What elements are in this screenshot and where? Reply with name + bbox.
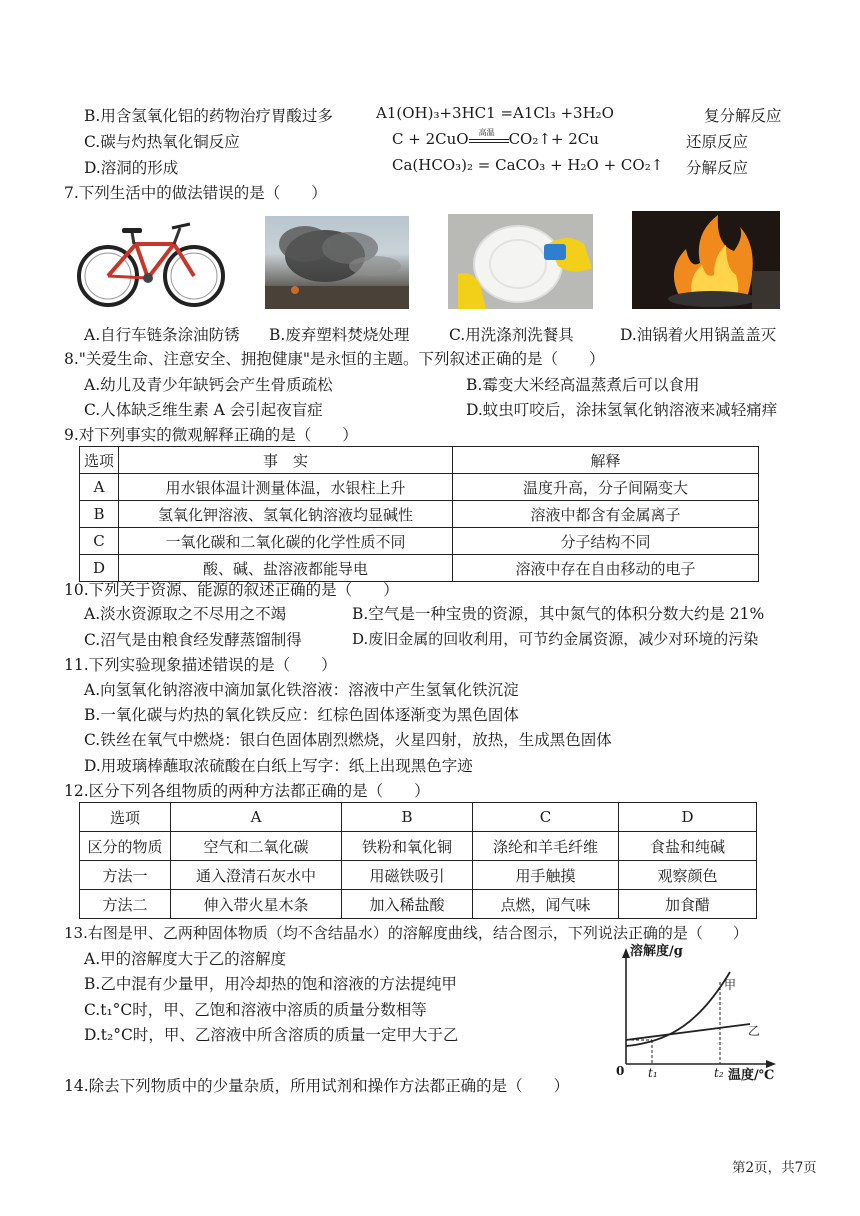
table-cell: 温度升高，分子间隔变大 <box>453 474 759 501</box>
table-cell: 区分的物质 <box>80 832 171 861</box>
table-cell: 观察颜色 <box>619 861 757 890</box>
graph-curve-label-yi: 乙 <box>748 1024 761 1038</box>
table-cell: 溶液中存在自由移动的电子 <box>453 555 759 582</box>
q10-stem: 10.下列关于资源、能源的叙述正确的是（ ） <box>64 581 399 599</box>
q6-option-c-equation <box>392 130 599 148</box>
table-cell: 方法一 <box>80 861 171 890</box>
table-cell: D <box>80 555 119 582</box>
q6-c-eq-left: C + 2CuO <box>392 130 469 148</box>
q8-stem: 8."关爱生命、注意安全、拥抱健康"是永恒的主题。下列叙述正确的是（ ） <box>64 350 605 368</box>
table-cell: 一氧化碳和二氧化碳的化学性质不同 <box>119 528 453 555</box>
q10-option-c: C.沼气是由粮食经发酵蒸馏制得 <box>84 631 302 649</box>
table-cell: 分子结构不同 <box>453 528 759 555</box>
q6-option-b: B.用含氢氧化铝的药物治疗胃酸过多 <box>84 107 333 125</box>
bicycle-image <box>76 214 226 310</box>
table-cell: 溶液中都含有金属离子 <box>453 501 759 528</box>
table-row <box>80 890 757 919</box>
q6-option-b-equation: A1(OH)₃+3HC1 =A1Cl₃ +3H₂O <box>376 104 614 122</box>
q13-option-d: D.t₂°C时，甲、乙溶液中所含溶质的质量一定甲大于乙 <box>84 1026 459 1044</box>
table-header-cell: 解释 <box>453 447 759 474</box>
q11-option-d: D.用玻璃棒蘸取浓硫酸在白纸上写字：纸上出现黑色字迹 <box>84 757 473 775</box>
table-cell: 食盐和纯碱 <box>619 832 757 861</box>
table-header-cell: D <box>619 803 757 832</box>
q6-option-c: C.碳与灼热氧化铜反应 <box>84 133 240 151</box>
q6-option-d-equation: Ca(HCO₃)₂ = CaCO₃ + H₂O + CO₂↑ <box>392 156 664 174</box>
q13-stem: 13.右图是甲、乙两种固体物质（均不含结晶水）的溶解度曲线，结合图示，下列说法正确的是（ ） <box>64 924 748 942</box>
q11-option-c: C.铁丝在氧气中燃烧：银白色固体剧烈燃烧，火星四射，放热，生成黑色固体 <box>84 731 612 749</box>
q13-option-c: C.t₁°C时，甲、乙饱和溶液中溶质的质量分数相等 <box>84 1001 427 1019</box>
table-header-cell: B <box>342 803 473 832</box>
table-cell: 点燃，闻气味 <box>473 890 619 919</box>
graph-x-axis-label: 温度/℃ <box>728 1068 775 1083</box>
table-cell: 加食醋 <box>619 890 757 919</box>
table-header-cell: A <box>171 803 342 832</box>
q7-stem: 7.下列生活中的做法错误的是（ ） <box>64 184 327 202</box>
table-row <box>80 447 759 474</box>
solubility-graph <box>610 942 790 1082</box>
burning-waste-image <box>265 216 409 309</box>
table-cell: 加入稀盐酸 <box>342 890 473 919</box>
q11-option-b: B.一氧化碳与灼热的氧化铁反应：红棕色固体逐渐变为黑色固体 <box>84 706 519 724</box>
q8-option-d: D.蚊虫叮咬后，涂抹氢氧化钠溶液来减轻痛痒 <box>466 401 778 419</box>
table-cell: 用手触摸 <box>473 861 619 890</box>
q7-option-a: A.自行车链条涂油防锈 <box>84 326 240 344</box>
q10-option-a: A.淡水资源取之不尽用之不竭 <box>84 605 287 623</box>
q6-option-b-type: 复分解反应 <box>704 107 782 125</box>
table-header-cell: 选项 <box>80 447 119 474</box>
table-cell: A <box>80 474 119 501</box>
table-header-cell: C <box>473 803 619 832</box>
q10-option-d: D.废旧金属的回收利用，可节约金属资源，减少对环境的污染 <box>352 630 759 648</box>
q6-c-eq-right: CO₂↑+ 2Cu <box>508 130 599 148</box>
table-row <box>80 832 757 861</box>
pan-fire-image <box>632 211 780 309</box>
table-cell: B <box>80 501 119 528</box>
q12-table <box>79 802 757 919</box>
table-header-cell: 选项 <box>80 803 171 832</box>
table-row <box>80 861 757 890</box>
graph-curve-label-jia: 甲 <box>724 978 737 992</box>
table-row <box>80 528 759 555</box>
q8-option-c: C.人体缺乏维生素 A 会引起夜盲症 <box>84 401 323 419</box>
graph-y-axis-label: 溶解度/g <box>630 944 683 959</box>
graph-origin-label: 0 <box>616 1064 625 1078</box>
q14-stem: 14.除去下列物质中的少量杂质，所用试剂和操作方法都正确的是（ ） <box>64 1077 570 1095</box>
table-cell: 铁粉和氧化铜 <box>342 832 473 861</box>
q6-option-d-type: 分解反应 <box>686 159 749 177</box>
table-row <box>80 474 759 501</box>
q11-stem: 11.下列实验现象描述错误的是（ ） <box>64 656 337 674</box>
table-row <box>80 501 759 528</box>
table-cell: 酸、碱、盐溶液都能导电 <box>119 555 453 582</box>
q13-option-b: B.乙中混有少量甲，用冷却热的饱和溶液的方法提纯甲 <box>84 975 457 993</box>
table-cell: 方法二 <box>80 890 171 919</box>
table-cell: 涤纶和羊毛纤维 <box>473 832 619 861</box>
q6-c-eq-arrow <box>469 128 509 147</box>
q8-option-b: B.霉变大米经高温蒸煮后可以食用 <box>466 376 700 394</box>
table-header-cell: 事 实 <box>119 447 453 474</box>
page-number: 第2页，共7页 <box>732 1160 817 1176</box>
q7-option-c: C.用洗涤剂洗餐具 <box>449 326 574 344</box>
graph-t1-label: t₁ <box>648 1066 658 1080</box>
table-cell: 通入澄清石灰水中 <box>171 861 342 890</box>
table-cell: C <box>80 528 119 555</box>
table-row <box>80 803 757 832</box>
q6-option-d: D.溶洞的形成 <box>84 159 179 177</box>
q9-table <box>79 446 759 582</box>
table-cell: 伸入带火星木条 <box>171 890 342 919</box>
graph-t2-label: t₂ <box>714 1066 724 1080</box>
q6-option-c-type: 还原反应 <box>686 133 749 151</box>
table-cell: 空气和二氧化碳 <box>171 832 342 861</box>
q12-stem: 12.区分下列各组物质的两种方法都正确的是（ ） <box>64 782 430 800</box>
table-cell: 用水银体温计测量体温，水银柱上升 <box>119 474 453 501</box>
q7-option-d: D.油锅着火用锅盖盖灭 <box>620 326 777 344</box>
q7-option-b: B.废弃塑料焚烧处理 <box>269 326 410 344</box>
q9-stem: 9.对下列事实的微观解释正确的是（ ） <box>64 426 358 444</box>
q13-option-a: A.甲的溶解度大于乙的溶解度 <box>84 950 287 968</box>
q11-option-a: A.向氢氧化钠溶液中滴加氯化铁溶液：溶液中产生氢氧化铁沉淀 <box>84 681 519 699</box>
q6-c-eq-condition: 高温 <box>478 128 495 137</box>
table-cell: 氢氧化钾溶液、氢氧化钠溶液均显碱性 <box>119 501 453 528</box>
q10-option-b: B.空气是一种宝贵的资源，其中氮气的体积分数大约是 21% <box>352 605 765 623</box>
dishwashing-image <box>448 214 593 309</box>
q8-option-a: A.幼儿及青少年缺钙会产生骨质疏松 <box>84 376 333 394</box>
table-cell: 用磁铁吸引 <box>342 861 473 890</box>
